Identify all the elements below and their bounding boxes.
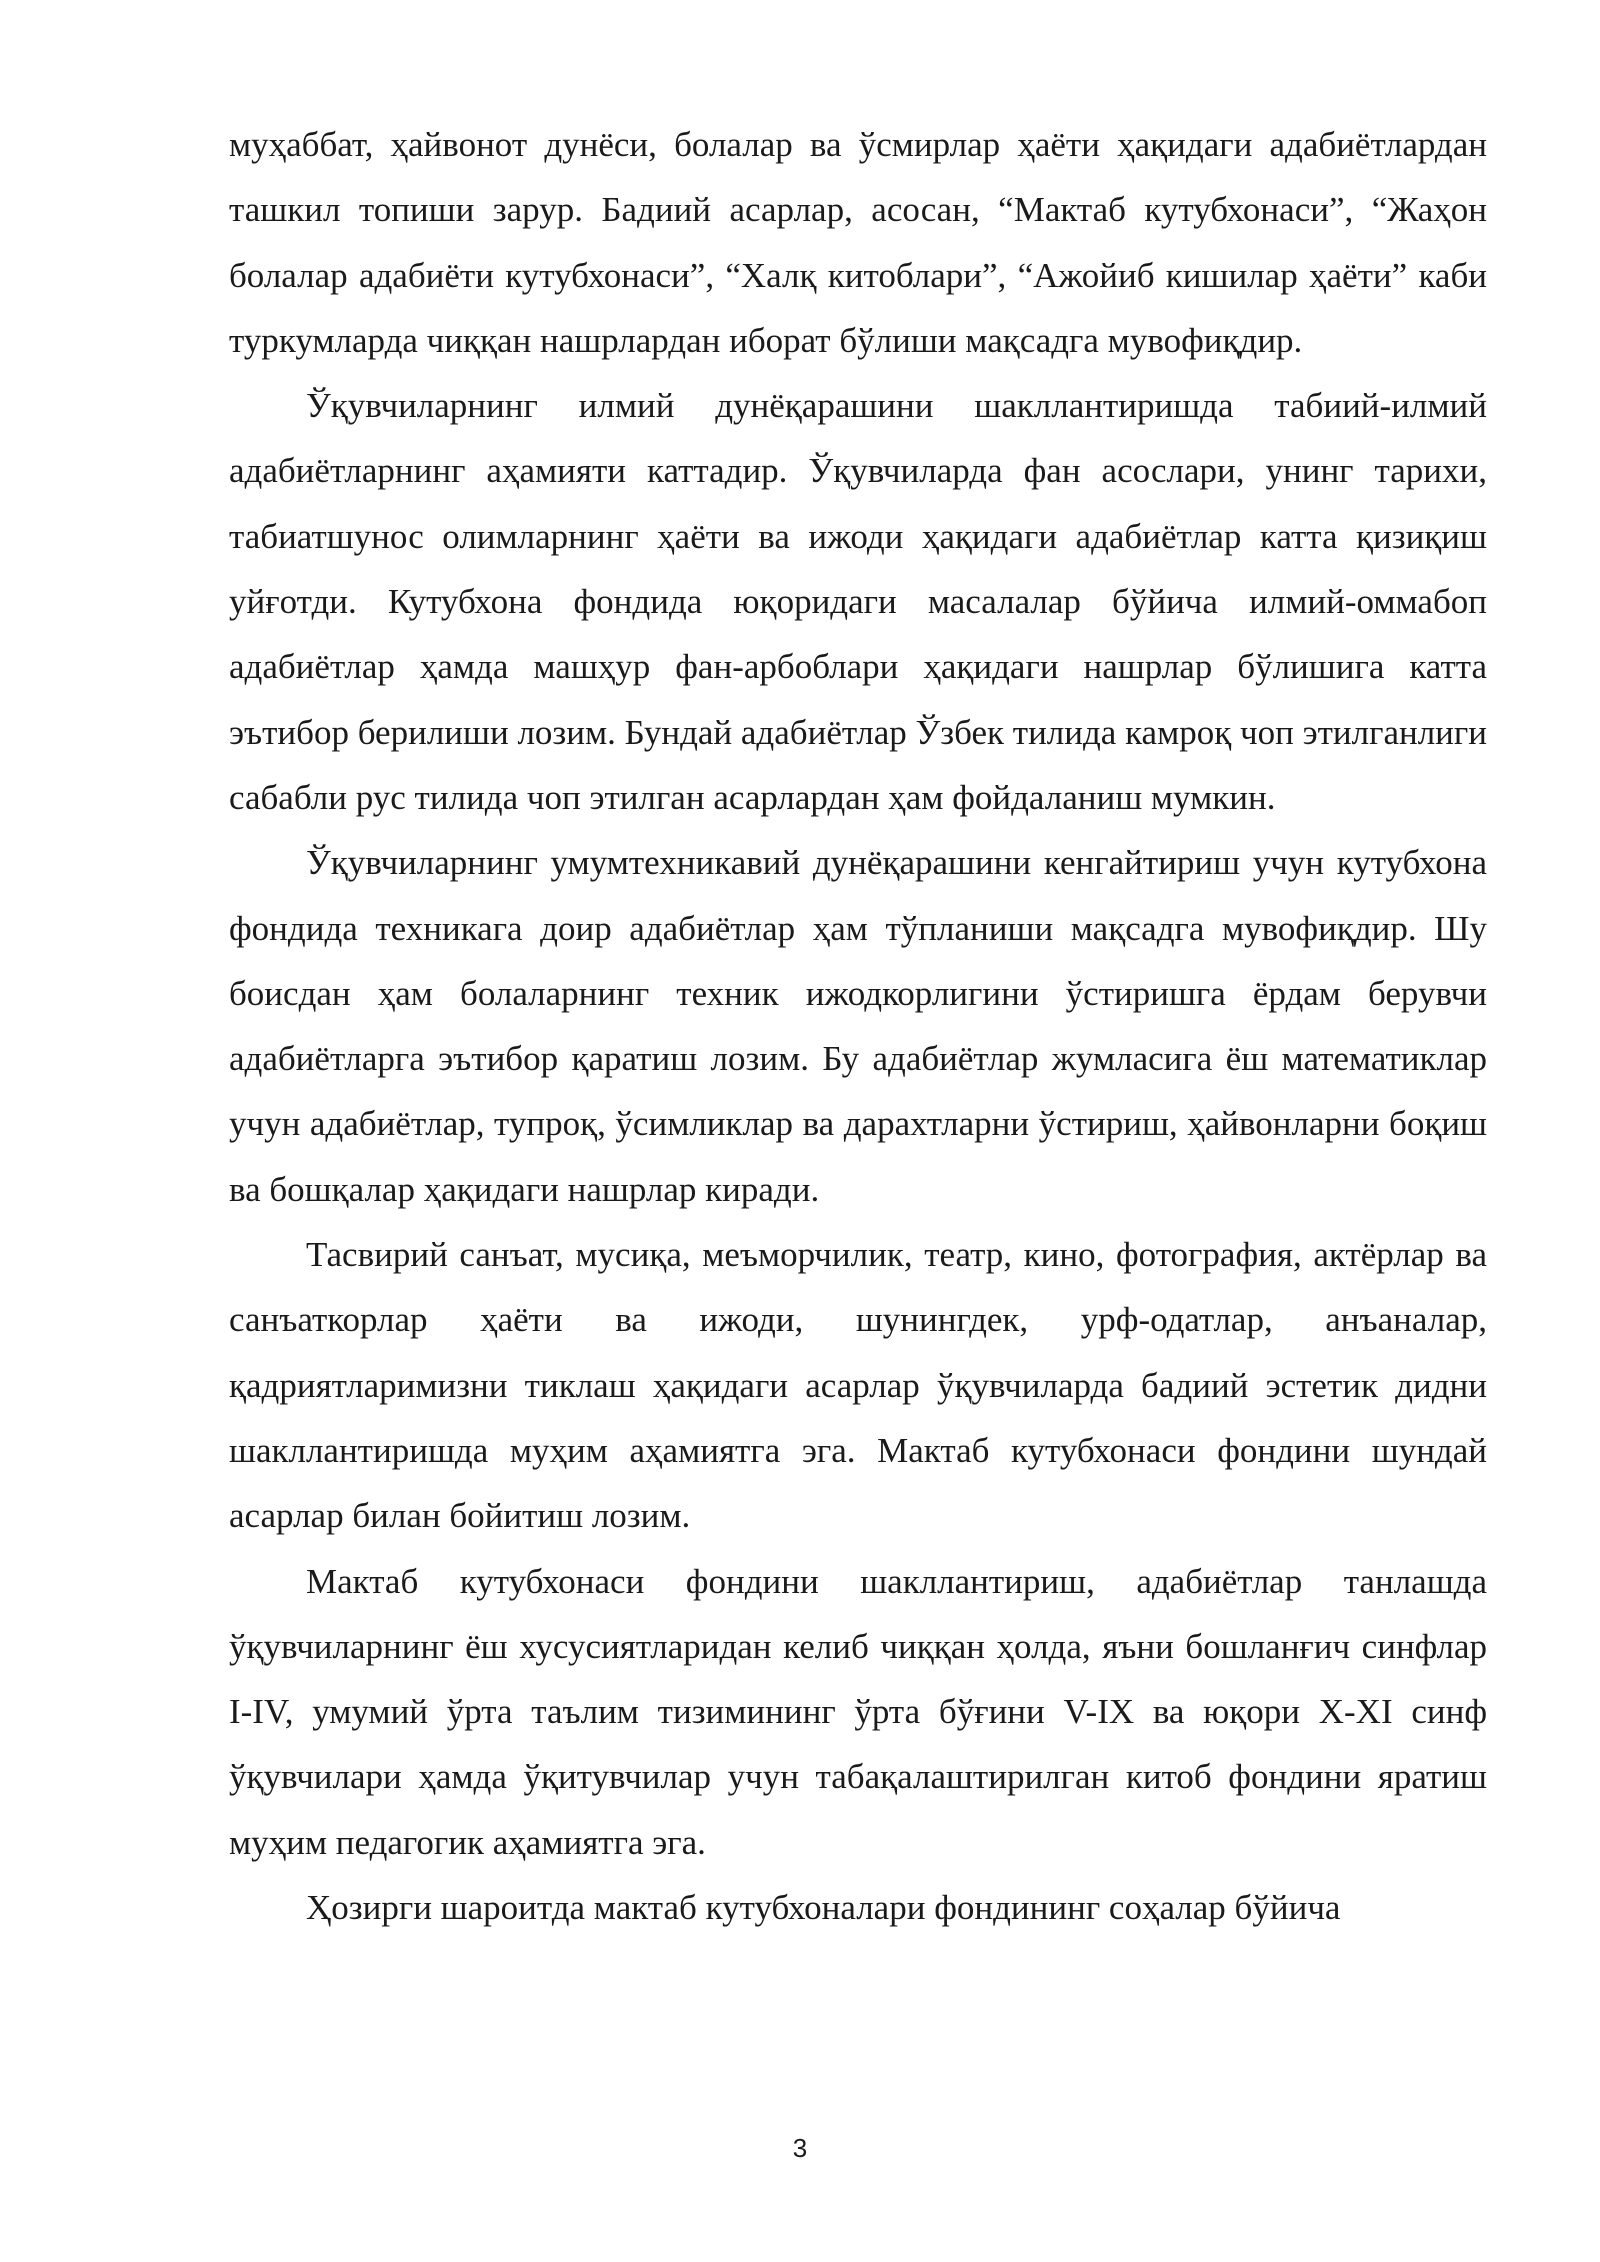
paragraph-arts-literature: Тасвирий санъат, мусиқа, меъморчилик, театр, кино, фотография, актёрлар ва санъаткорлар ҳаёти ва ижоди, шунингдек, урф-одатлар, анъаналар, қадриятларимизни тиклаш ҳақидаги асарлар ўқувчиларда бадиий эстетик дидни шакллантиришда муҳим аҳамиятга эга. Мактаб кутубхонаси фондини шундай асарлар билан бойитиш лозим.: [229, 1235, 1487, 1536]
document-body: [229, 112, 1487, 1940]
paragraph-technical-literature: Ўқувчиларнинг умумтехникавий дунёқарашини кенгайтириш учун кутубхона фондида техникага доир адабиётлар ҳам тўпланиши мақсадга мувофиқдир. Шу боисдан ҳам болаларнинг техник ижодкорлигини ўстиришга ёрдам берувчи адабиётларга эътибор қаратиш лозим. Бу адабиётлар жумласига ёш математиклар учун адабиётлар, тупроқ, ўсимликлар ва дарахтларни ўстириш, ҳайвонларни боқиш ва бошқалар ҳақидаги нашрлар киради.: [229, 843, 1487, 1209]
paragraph-continuation: муҳаббат, ҳайвонот дунёси, болалар ва ўсмирлар ҳаёти ҳақидаги адабиётлардан ташкил топиши зарур. Бадиий асарлар, асосан, “Мактаб кутубхонаси”, “Жаҳон болалар адабиёти кутубхонаси”, “Халқ китоблари”, “Ажойиб кишилар ҳаёти” каби туркумларда чиққан нашрлардан иборат бўлиши мақсадга мувофиқдир.: [229, 125, 1487, 360]
page-number: 3: [792, 2133, 808, 2163]
paragraph-current-conditions: Ҳозирги шароитда мактаб кутубхоналари фондининг соҳалар бўйича: [306, 1888, 1341, 1928]
paragraph-scientific-literature: Ўқувчиларнинг илмий дунёқарашини шакллантиришда табиий-илмий адабиётларнинг аҳамияти каттадир. Ўқувчиларда фан асослари, унинг тарихи, табиатшунос олимларнинг ҳаёти ва ижоди ҳақидаги адабиётлар катта қизиқиш уйғотди. Кутубхона фондида юқоридаги масалалар бўйича илмий-оммабоп адабиётлар ҳамда машҳур фан-арбоблари ҳақидаги нашрлар бўлишига катта эътибор берилиши лозим. Бундай адабиётлар Ўзбек тилида камроқ чоп этилганлиги сабабли рус тилида чоп этилган асарлардан ҳам фойдаланиш мумкин.: [229, 386, 1487, 817]
paragraph-fund-formation: Мактаб кутубхонаси фондини шакллантириш, адабиётлар танлашда ўқувчиларнинг ёш хусусиятларидан келиб чиққан ҳолда, яъни бошланғич синфлар I-IV, умумий ўрта таълим тизимининг ўрта бўғини V-IX ва юқори X-XI синф ўқувчилари ҳамда ўқитувчилар учун табақалаштирилган китоб фондини яратиш муҳим педагогик аҳамиятга эга.: [229, 1561, 1487, 1862]
